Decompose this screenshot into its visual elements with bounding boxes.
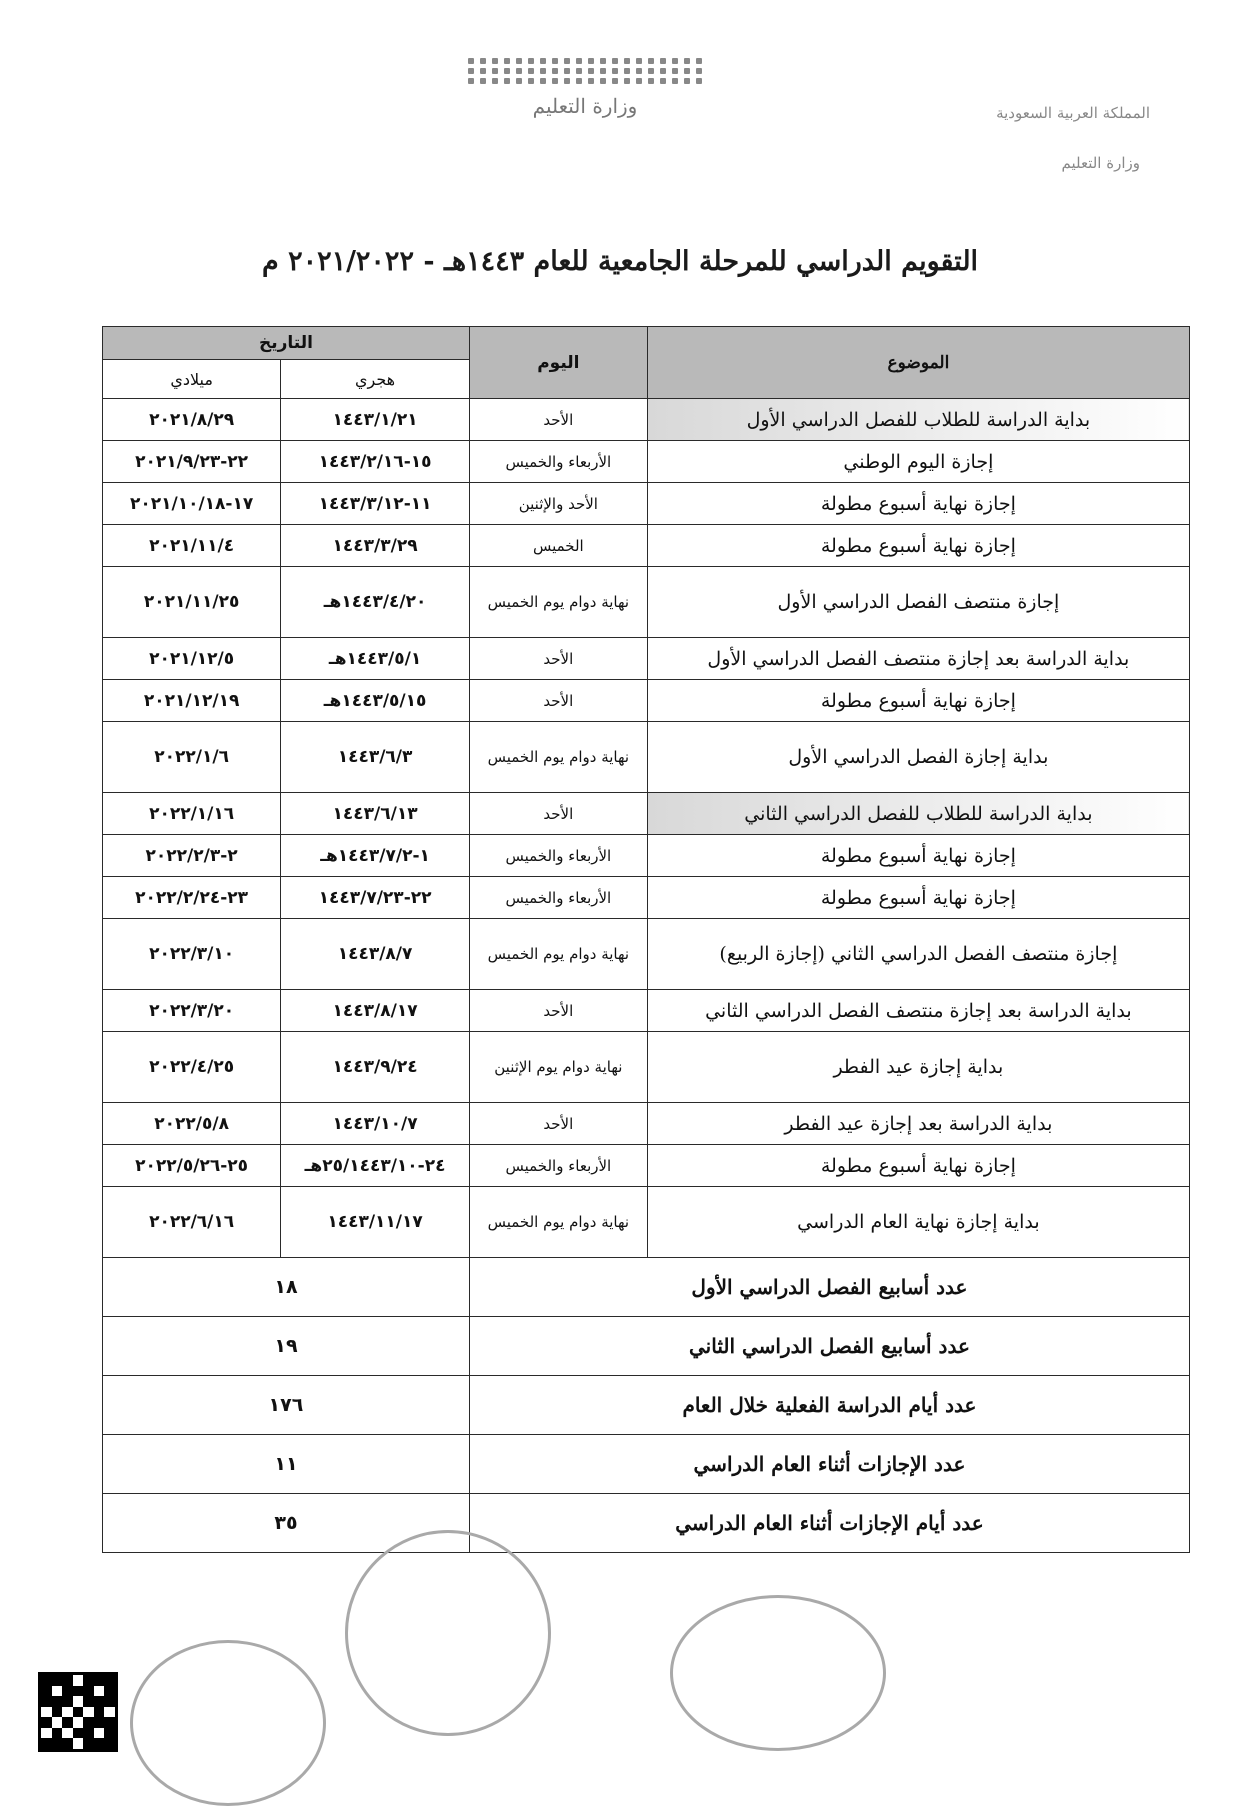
row-hijri: ١٤٤٣/١١/١٧ (281, 1187, 470, 1258)
row-hijri: ١٤٤٣/٨/٧ (281, 919, 470, 990)
row-day: الأربعاء والخميس (469, 877, 647, 919)
row-hijri: ١٤٤٣/١/٢١ (281, 399, 470, 441)
row-hijri: ١٤٤٣/٥/١هـ (281, 638, 470, 680)
row-topic: إجازة نهاية أسبوع مطولة (647, 525, 1189, 567)
summary-row (103, 1435, 1190, 1494)
row-day: الأربعاء والخميس (469, 441, 647, 483)
summary-value: ١١ (103, 1435, 470, 1494)
table-row (103, 1187, 1190, 1258)
row-day: الأحد (469, 399, 647, 441)
summary-row (103, 1258, 1190, 1317)
row-day: الأحد (469, 793, 647, 835)
row-topic: بداية إجازة نهاية العام الدراسي (647, 1187, 1189, 1258)
row-gregorian: ٢٠٢١/١١/٤ (103, 525, 281, 567)
row-gregorian: ٢-٢٠٢٢/٢/٣ (103, 835, 281, 877)
row-day: نهاية دوام يوم الخميس (469, 567, 647, 638)
summary-value: ١٧٦ (103, 1376, 470, 1435)
table-row (103, 638, 1190, 680)
page-title: التقويم الدراسي للمرحلة الجامعية للعام ١٤٤٣هـ - ٢٠٢١/٢٠٢٢ م (261, 246, 979, 277)
header-date: التاريخ (103, 327, 470, 360)
row-hijri: ١٤٤٣/٤/٢٠هـ (281, 567, 470, 638)
row-gregorian: ٢٠٢٢/٦/١٦ (103, 1187, 281, 1258)
summary-row (103, 1494, 1190, 1553)
summary-value: ١٩ (103, 1317, 470, 1376)
row-hijri: ١٤٤٣/٩/٢٤ (281, 1032, 470, 1103)
row-gregorian: ٢٠٢٢/١/٦ (103, 722, 281, 793)
row-topic: بداية الدراسة بعد إجازة منتصف الفصل الدراسي الأول (647, 638, 1189, 680)
row-hijri: ١٤٤٣/٦/٣ (281, 722, 470, 793)
summary-value: ٣٥ (103, 1494, 470, 1553)
table-row (103, 835, 1190, 877)
row-gregorian: ٢٥-٢٠٢٢/٥/٢٦ (103, 1145, 281, 1187)
table-row (103, 793, 1190, 835)
row-gregorian: ٢٠٢١/١١/٢٥ (103, 567, 281, 638)
row-day: الأحد والإثنين (469, 483, 647, 525)
row-topic: إجازة اليوم الوطني (647, 441, 1189, 483)
table-row (103, 919, 1190, 990)
row-topic: إجازة منتصف الفصل الدراسي الأول (647, 567, 1189, 638)
summary-label: عدد أيام الإجازات أثناء العام الدراسي (469, 1494, 1189, 1553)
left-seal-stamp (130, 1640, 326, 1806)
cabinet-seal-stamp (670, 1595, 886, 1751)
row-day: نهاية دوام يوم الخميس (469, 722, 647, 793)
row-gregorian: ٢٠٢٢/٣/١٠ (103, 919, 281, 990)
letterhead-right (996, 88, 1150, 188)
table-row (103, 680, 1190, 722)
row-topic: بداية إجازة الفصل الدراسي الأول (647, 722, 1189, 793)
row-day: الأحد (469, 680, 647, 722)
table-row (103, 877, 1190, 919)
row-day: الأربعاء والخميس (469, 835, 647, 877)
table-row (103, 1032, 1190, 1103)
row-topic: إجازة نهاية أسبوع مطولة (647, 483, 1189, 525)
ministry-logo-text: وزارة التعليم (532, 94, 638, 118)
row-day: نهاية دوام يوم الخميس (469, 1187, 647, 1258)
summary-value: ١٨ (103, 1258, 470, 1317)
row-topic: إجازة نهاية أسبوع مطولة (647, 680, 1189, 722)
row-day: الأحد (469, 1103, 647, 1145)
header-topic: الموضوع (647, 327, 1189, 399)
row-topic: إجازة نهاية أسبوع مطولة (647, 877, 1189, 919)
summary-label: عدد أسابيع الفصل الدراسي الأول (469, 1258, 1189, 1317)
row-hijri: ٢٢-١٤٤٣/٧/٢٣ (281, 877, 470, 919)
header-day: اليوم (469, 327, 647, 399)
header-gregorian: ميلادي (103, 360, 281, 399)
table-row (103, 990, 1190, 1032)
table-row (103, 1145, 1190, 1187)
table-row (103, 483, 1190, 525)
row-hijri: ٢٤-٢٥/١٤٤٣/١٠هـ (281, 1145, 470, 1187)
row-hijri: ١٤٤٣/١٠/٧ (281, 1103, 470, 1145)
row-hijri: ١-١٤٤٣/٧/٢هـ (281, 835, 470, 877)
row-day: الأحد (469, 638, 647, 680)
row-gregorian: ٢٠٢١/١٢/٥ (103, 638, 281, 680)
row-gregorian: ٢٠٢١/١٢/١٩ (103, 680, 281, 722)
summary-row (103, 1376, 1190, 1435)
table-row (103, 525, 1190, 567)
table-row (103, 399, 1190, 441)
row-gregorian: ٢٢-٢٠٢١/٩/٢٣ (103, 441, 281, 483)
row-gregorian: ٢٠٢١/٨/٢٩ (103, 399, 281, 441)
row-topic: بداية الدراسة للطلاب للفصل الدراسي الأول (647, 399, 1189, 441)
kingdom-name: المملكة العربية السعودية (996, 104, 1150, 122)
row-gregorian: ٢٣-٢٠٢٢/٢/٢٤ (103, 877, 281, 919)
row-topic: إجازة نهاية أسبوع مطولة (647, 1145, 1189, 1187)
ministry-dots-emblem (470, 58, 700, 84)
row-day: الأربعاء والخميس (469, 1145, 647, 1187)
row-gregorian: ٢٠٢٢/٤/٢٥ (103, 1032, 281, 1103)
row-topic: إجازة منتصف الفصل الدراسي الثاني (إجازة الربيع) (647, 919, 1189, 990)
summary-label: عدد أيام الدراسة الفعلية خلال العام (469, 1376, 1189, 1435)
row-gregorian: ١٧-٢٠٢١/١٠/١٨ (103, 483, 281, 525)
summary-label: عدد الإجازات أثناء العام الدراسي (469, 1435, 1189, 1494)
row-gregorian: ٢٠٢٢/٥/٨ (103, 1103, 281, 1145)
qr-code-icon (38, 1672, 118, 1752)
academic-calendar-table (102, 326, 1190, 1553)
row-day: نهاية دوام يوم الإثنين (469, 1032, 647, 1103)
row-hijri: ١٥-١٤٤٣/٢/١٦ (281, 441, 470, 483)
table-row (103, 1103, 1190, 1145)
row-hijri: ١٤٤٣/٣/٢٩ (281, 525, 470, 567)
row-topic: بداية الدراسة بعد إجازة عيد الفطر (647, 1103, 1189, 1145)
row-hijri: ١١-١٤٤٣/٣/١٢ (281, 483, 470, 525)
table-row (103, 567, 1190, 638)
ministry-seal-stamp (345, 1530, 551, 1736)
row-hijri: ١٤٤٣/٦/١٣ (281, 793, 470, 835)
row-day: الخميس (469, 525, 647, 567)
ministry-logo (470, 58, 700, 118)
table-row (103, 441, 1190, 483)
table-row (103, 722, 1190, 793)
row-topic: إجازة نهاية أسبوع مطولة (647, 835, 1189, 877)
row-gregorian: ٢٠٢٢/١/١٦ (103, 793, 281, 835)
row-day: الأحد (469, 990, 647, 1032)
summary-label: عدد أسابيع الفصل الدراسي الثاني (469, 1317, 1189, 1376)
row-topic: بداية الدراسة بعد إجازة منتصف الفصل الدراسي الثاني (647, 990, 1189, 1032)
row-topic: بداية إجازة عيد الفطر (647, 1032, 1189, 1103)
summary-row (103, 1317, 1190, 1376)
row-hijri: ١٤٤٣/٨/١٧ (281, 990, 470, 1032)
row-day: نهاية دوام يوم الخميس (469, 919, 647, 990)
ministry-name: وزارة التعليم (1061, 154, 1140, 172)
row-gregorian: ٢٠٢٢/٣/٢٠ (103, 990, 281, 1032)
header-hijri: هجري (281, 360, 470, 399)
row-hijri: ١٤٤٣/٥/١٥هـ (281, 680, 470, 722)
row-topic: بداية الدراسة للطلاب للفصل الدراسي الثاني (647, 793, 1189, 835)
